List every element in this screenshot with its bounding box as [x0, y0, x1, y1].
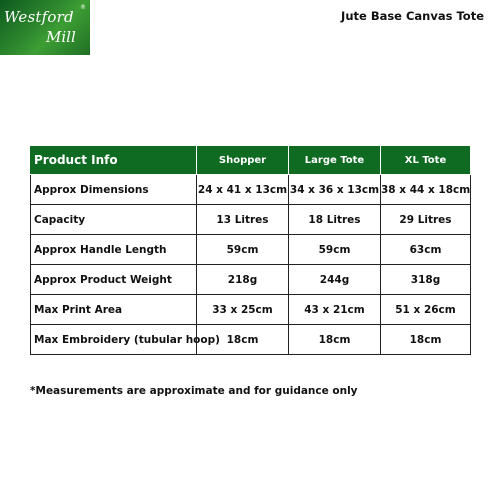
table-row	[31, 175, 471, 205]
row-label: Max Embroidery (tubular hoop)	[31, 325, 197, 355]
logo-registered-mark: ®	[80, 4, 86, 11]
measurement-footnote: *Measurements are approximate and for guidance only	[30, 385, 358, 397]
header-shopper: Shopper	[197, 146, 289, 175]
product-spec-table	[30, 145, 471, 355]
table-row	[31, 295, 471, 325]
cell-large-tote: 43 x 21cm	[289, 295, 381, 325]
cell-xl-tote: 18cm	[381, 325, 471, 355]
table-row	[31, 235, 471, 265]
logo-text-line2: Mill	[46, 28, 76, 46]
product-title: Jute Base Canvas Tote	[341, 9, 484, 23]
row-label: Approx Handle Length	[31, 235, 197, 265]
row-label: Max Print Area	[31, 295, 197, 325]
cell-large-tote: 34 x 36 x 13cm	[289, 175, 381, 205]
cell-shopper: 33 x 25cm	[197, 295, 289, 325]
header-product-info: Product Info	[31, 146, 197, 175]
row-label: Approx Product Weight	[31, 265, 197, 295]
row-label: Approx Dimensions	[31, 175, 197, 205]
cell-shopper: 59cm	[197, 235, 289, 265]
table-header-row	[31, 146, 471, 175]
cell-xl-tote: 63cm	[381, 235, 471, 265]
brand-logo	[0, 0, 90, 55]
logo-text-line1: Westford	[4, 8, 74, 26]
cell-large-tote: 244g	[289, 265, 381, 295]
cell-large-tote: 18cm	[289, 325, 381, 355]
header-xl-tote: XL Tote	[381, 146, 471, 175]
cell-shopper: 18cm	[197, 325, 289, 355]
table-row	[31, 265, 471, 295]
cell-xl-tote: 318g	[381, 265, 471, 295]
cell-shopper: 13 Litres	[197, 205, 289, 235]
cell-xl-tote: 51 x 26cm	[381, 295, 471, 325]
cell-large-tote: 18 Litres	[289, 205, 381, 235]
cell-large-tote: 59cm	[289, 235, 381, 265]
row-label: Capacity	[31, 205, 197, 235]
table-row	[31, 325, 471, 355]
header-large-tote: Large Tote	[289, 146, 381, 175]
cell-shopper: 24 x 41 x 13cm	[197, 175, 289, 205]
cell-shopper: 218g	[197, 265, 289, 295]
cell-xl-tote: 29 Litres	[381, 205, 471, 235]
cell-xl-tote: 38 x 44 x 18cm	[381, 175, 471, 205]
table-row	[31, 205, 471, 235]
